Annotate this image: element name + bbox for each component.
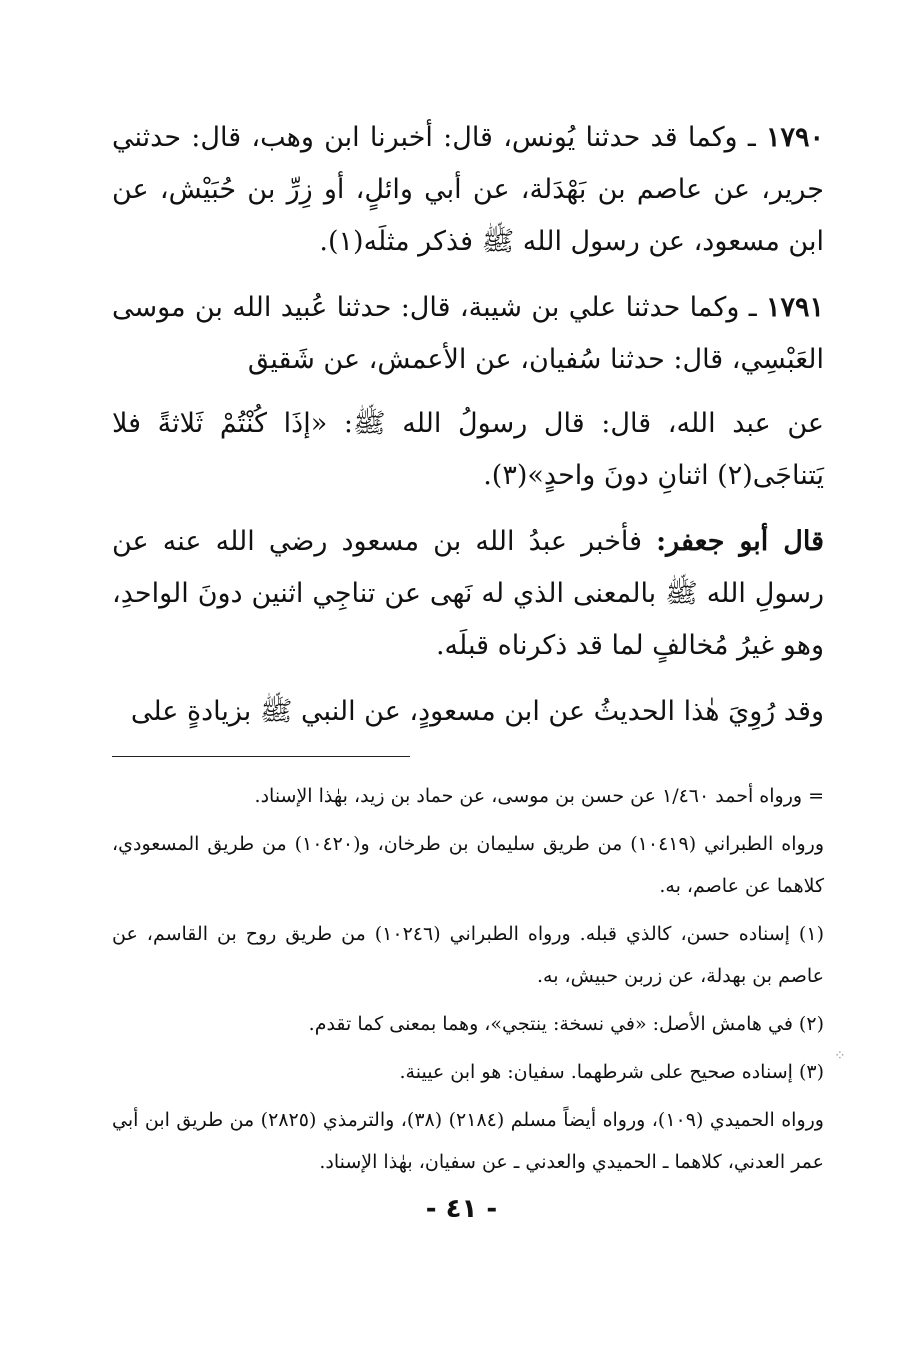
footnote-continuation: = ورواه أحمد ١/٤٦٠ عن حسن بن موسى، عن حماد بن زيد، بهٰذا الإسناد. bbox=[254, 785, 824, 807]
page-number: - ٤١ - bbox=[425, 1194, 498, 1224]
hadith-number: ١٧٩١ bbox=[765, 292, 824, 323]
footnote-3: (٣) إسناده صحيح على شرطهما. سفيان: هو ابن عيينة. bbox=[399, 1061, 824, 1083]
footnote-separator bbox=[112, 756, 410, 757]
commentary-lead: قال أبو جعفر: bbox=[656, 526, 824, 557]
commentary-paragraph bbox=[112, 516, 824, 672]
closing-line: وقد رُوِيَ هٰذا الحديثُ عن ابن مسعودٍ، عن النبي ﷺ بزيادةٍ على bbox=[130, 696, 824, 727]
page-body bbox=[112, 112, 824, 1189]
hadith-text: ـ وكما قد حدثنا يُونس، قال: أخبرنا ابن وهب، قال: حدثني جرير، عن عاصم بن بَهْدَلة، عن أبي وائلٍ، أو زِرِّ بن حُبَيْش، عن ابن مسعود، عن رسول الله ﷺ فذكر مثلَه(١). bbox=[112, 122, 824, 257]
hadith-1790 bbox=[112, 112, 824, 268]
hadith-1791-continuation: عن عبد الله، قال: قال رسولُ الله ﷺ: «إذَا كُنْتُمْ ثَلاثةً فلا يَتناجَى(٢) اثنانِ دونَ واحدٍ»(٣). bbox=[112, 408, 824, 491]
footnote-3-continuation: ورواه الحميدي (١٠٩)، ورواه أيضاً مسلم (٢١٨٤) (٣٨)، والترمذي (٢٨٢٥) من طريق ابن أبي عمر العدني، كلاهما ـ الحميدي والعدني ـ عن سفيان، بهٰذا الإسناد. bbox=[112, 1109, 824, 1173]
footnote-continuation: ورواه الطبراني (١٠٤١٩) من طريق سليمان بن طرخان، و(١٠٤٢٠) من طريق المسعودي، كلاهما عن عاصم، به. bbox=[112, 833, 825, 897]
footnote-1: (١) إسناده حسن، كالذي قبله. ورواه الطبراني (١٠٢٤٦) من طريق روح بن القاسم، عن عاصم بن بهدلة، عن زربن حبيش، به. bbox=[112, 923, 824, 987]
hadith-number: ١٧٩٠ bbox=[765, 122, 824, 153]
margin-mark-icon: ⁘ bbox=[834, 1048, 846, 1064]
footnotes bbox=[112, 775, 824, 1183]
footnote-2: (٢) في هامش الأصل: «في نسخة: ينتجي»، وهما بمعنى كما تقدم. bbox=[308, 1013, 824, 1035]
hadith-text: ـ وكما حدثنا علي بن شيبة، قال: حدثنا عُبيد الله بن موسى العَبْسِي، قال: حدثنا سُفيان، عن الأعمش، عن شَقيق bbox=[112, 292, 824, 375]
main-text bbox=[112, 112, 824, 738]
commentary-text: فأخبر عبدُ الله بن مسعود رضي الله عنه عن رسولِ الله ﷺ بالمعنى الذي له نَهى عن تناجِي اثنين دونَ الواحدِ، وهو غيرُ مُخالفٍ لما قد ذكرناه قبلَه. bbox=[112, 526, 824, 661]
hadith-1791 bbox=[112, 282, 824, 386]
